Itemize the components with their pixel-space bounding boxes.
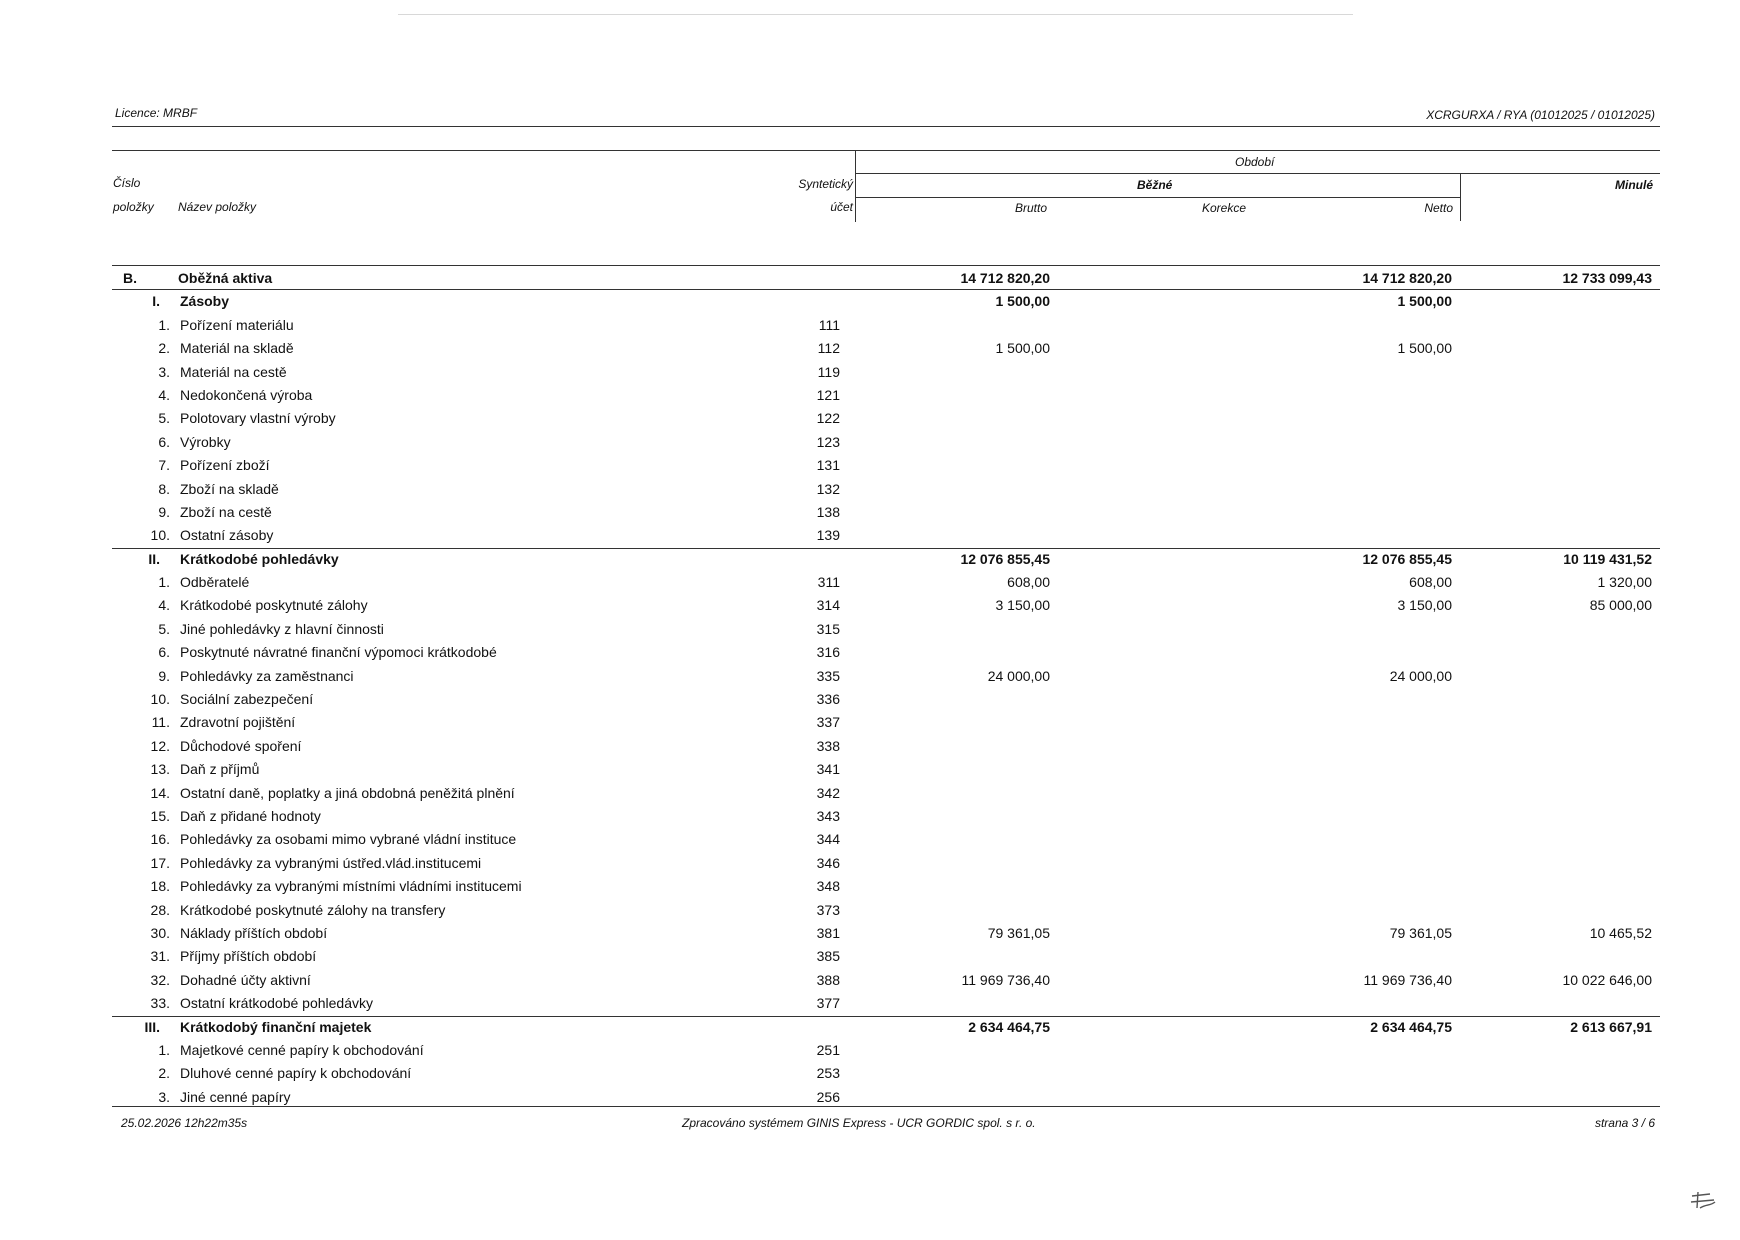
table-row <box>0 852 1740 875</box>
row-account: 112 <box>817 340 840 357</box>
table-row <box>0 922 1740 945</box>
row-account: 338 <box>816 737 840 754</box>
row-minule: 10 022 646,00 <box>1562 971 1652 988</box>
row-minule: 10 465,52 <box>1589 924 1652 941</box>
row-name: Ostatní daně, poplatky a jiná obdobná peněžitá plnění <box>180 784 515 801</box>
row-number: 8. <box>158 480 170 497</box>
table-row <box>0 875 1740 898</box>
row-number: 18. <box>150 878 170 895</box>
col-obdobi: Období <box>1235 155 1275 169</box>
row-account: 377 <box>816 995 840 1012</box>
table-row <box>0 1062 1740 1085</box>
row-number: 6. <box>158 433 170 450</box>
row-minule: 85 000,00 <box>1589 597 1652 614</box>
row-number: 2. <box>158 340 170 357</box>
row-number: 13. <box>150 761 170 778</box>
row-netto: 24 000,00 <box>1389 667 1452 684</box>
table-row <box>0 267 1740 290</box>
row-account: 337 <box>816 714 840 731</box>
row-number: 30. <box>150 924 170 941</box>
balance-table <box>0 267 1740 1109</box>
row-name: Jiné cenné papíry <box>180 1088 291 1105</box>
table-row <box>0 688 1740 711</box>
row-account: 314 <box>816 597 840 614</box>
table-row <box>0 992 1740 1015</box>
row-account: 119 <box>817 363 840 380</box>
row-name: Výrobky <box>180 433 231 450</box>
row-account: 385 <box>816 948 840 965</box>
table-row <box>0 665 1740 688</box>
row-number: B. <box>123 270 137 286</box>
row-brutto: 14 712 820,20 <box>960 270 1050 286</box>
row-name: Daň z přidané hodnoty <box>180 807 321 824</box>
row-brutto: 1 500,00 <box>995 340 1050 357</box>
row-number: 3. <box>158 363 170 380</box>
table-row <box>0 524 1740 547</box>
row-number: 11. <box>151 714 170 731</box>
row-account: 132 <box>816 480 840 497</box>
table-row <box>0 501 1740 524</box>
row-account: 138 <box>816 503 840 520</box>
header-upper-rule <box>112 150 1660 151</box>
row-number: 6. <box>158 644 170 661</box>
row-number: 28. <box>150 901 170 918</box>
row-number: 2. <box>158 1065 170 1082</box>
row-account: 256 <box>816 1088 840 1105</box>
row-netto: 12 076 855,45 <box>1362 550 1452 567</box>
row-number: 12. <box>150 737 170 754</box>
row-name: Zdravotní pojištění <box>180 714 296 731</box>
table-row <box>0 828 1740 851</box>
row-name: Pořízení zboží <box>180 457 270 474</box>
table-row <box>0 384 1740 407</box>
row-account: 316 <box>816 644 840 661</box>
row-name: Příjmy příštích období <box>180 948 317 965</box>
table-row <box>0 478 1740 501</box>
table-row <box>0 594 1740 617</box>
row-number: 4. <box>158 597 170 614</box>
row-name: Majetkové cenné papíry k obchodování <box>180 1041 424 1058</box>
row-netto: 2 634 464,75 <box>1370 1018 1452 1035</box>
row-account: 111 <box>818 316 840 333</box>
row-account: 315 <box>816 620 840 637</box>
col-synteticky: Syntetický <box>798 177 853 191</box>
row-name: Dohadné účty aktivní <box>180 971 311 988</box>
row-number: 1. <box>158 316 170 333</box>
col-ucet: účet <box>830 200 853 214</box>
row-name: Polotovary vlastní výroby <box>180 410 336 427</box>
row-number: II. <box>148 550 160 567</box>
row-account: 348 <box>816 878 840 895</box>
col-minule: Minulé <box>1615 178 1653 192</box>
row-brutto: 608,00 <box>1007 574 1050 591</box>
row-account: 335 <box>816 667 840 684</box>
row-minule: 1 320,00 <box>1597 574 1652 591</box>
row-account: 388 <box>816 971 840 988</box>
row-number: 5. <box>158 620 170 637</box>
table-row <box>0 1016 1740 1039</box>
row-number: 31. <box>150 948 170 965</box>
table-row <box>0 337 1740 360</box>
row-number: 10. <box>150 691 170 708</box>
row-account: 373 <box>816 901 840 918</box>
row-name: Jiné pohledávky z hlavní činnosti <box>180 620 384 637</box>
table-row <box>0 641 1740 664</box>
table-row <box>0 969 1740 992</box>
row-number: 3. <box>158 1088 170 1105</box>
row-brutto: 12 076 855,45 <box>960 550 1050 567</box>
table-row <box>0 1039 1740 1062</box>
table-row <box>0 548 1740 571</box>
table-row <box>0 431 1740 454</box>
row-account: 123 <box>816 433 840 450</box>
initials-mark <box>1688 1190 1718 1212</box>
row-name: Daň z příjmů <box>180 761 260 778</box>
header-divider-main <box>855 150 856 222</box>
row-brutto: 11 969 736,40 <box>961 971 1050 988</box>
col-korekce: Korekce <box>1202 201 1247 215</box>
row-account: 139 <box>816 527 840 544</box>
row-name: Odběratelé <box>180 574 250 591</box>
footer-page: strana 3 / 6 <box>1594 1116 1655 1130</box>
col-cislo: Číslo <box>113 176 141 190</box>
row-brutto: 2 634 464,75 <box>968 1018 1050 1035</box>
row-name: Pohledávky za vybranými ústřed.vlád.institucemi <box>180 854 482 871</box>
row-number: 9. <box>158 667 170 684</box>
row-netto: 79 361,05 <box>1389 924 1452 941</box>
license-label: Licence: MRBF <box>115 106 198 120</box>
row-number: 15. <box>150 807 170 824</box>
row-account: 342 <box>816 784 840 801</box>
row-account: 251 <box>816 1041 840 1058</box>
scan-top-line <box>398 14 1353 15</box>
row-account: 343 <box>816 807 840 824</box>
row-name: Ostatní krátkodobé pohledávky <box>180 995 374 1012</box>
row-name: Pohledávky za vybranými místními vládními institucemi <box>180 878 522 895</box>
row-number: 16. <box>150 831 170 848</box>
row-netto: 11 969 736,40 <box>1363 971 1452 988</box>
col-netto: Netto <box>1424 201 1453 215</box>
row-number: 1. <box>158 1041 170 1058</box>
row-name: Pohledávky za osobami mimo vybrané vládní instituce <box>180 831 517 848</box>
col-bezne: Běžné <box>1137 178 1173 192</box>
table-row <box>0 454 1740 477</box>
row-number: 14. <box>150 784 170 801</box>
table-row <box>0 618 1740 641</box>
bezne-rule <box>855 197 1460 198</box>
row-minule: 2 613 667,91 <box>1570 1018 1652 1035</box>
table-row <box>0 899 1740 922</box>
row-name: Pořízení materiálu <box>180 316 294 333</box>
row-name: Zboží na cestě <box>180 503 272 520</box>
row-name: Materiál na skladě <box>180 340 294 357</box>
table-row <box>0 571 1740 594</box>
row-account: 336 <box>816 691 840 708</box>
footer-rule <box>112 1106 1660 1107</box>
row-account: 344 <box>816 831 840 848</box>
header-top-rule <box>112 126 1660 127</box>
col-polozky: položky <box>113 200 154 214</box>
row-name: Zboží na skladě <box>180 480 279 497</box>
row-number: I. <box>152 293 160 310</box>
row-name: Zásoby <box>180 293 230 310</box>
row-name: Důchodové spoření <box>180 737 302 754</box>
table-top-rule <box>112 265 1660 266</box>
report-id: XCRGURXA / RYA (01012025 / 01012025) <box>1426 108 1655 122</box>
row-netto: 14 712 820,20 <box>1362 270 1452 286</box>
row-minule: 10 119 431,52 <box>1563 550 1652 567</box>
row-netto: 3 150,00 <box>1397 597 1452 614</box>
row-name: Oběžná aktiva <box>178 270 273 286</box>
row-name: Krátkodobé poskytnuté zálohy na transfery <box>180 901 446 918</box>
row-name: Krátkodobé pohledávky <box>180 550 339 567</box>
footer-timestamp: 25.02.2026 12h22m35s <box>121 1116 248 1130</box>
row-account: 131 <box>816 457 840 474</box>
row-number: 32. <box>150 971 170 988</box>
table-row <box>0 945 1740 968</box>
row-number: 4. <box>158 386 170 403</box>
col-brutto: Brutto <box>1015 201 1048 215</box>
table-row <box>0 782 1740 805</box>
row-name: Ostatní zásoby <box>180 527 274 544</box>
row-brutto: 79 361,05 <box>987 924 1050 941</box>
row-account: 346 <box>816 854 840 871</box>
row-number: 5. <box>158 410 170 427</box>
row-number: III. <box>144 1018 160 1035</box>
row-name: Pohledávky za zaměstnanci <box>180 667 354 684</box>
row-name: Materiál na cestě <box>180 363 287 380</box>
row-number: 1. <box>158 574 170 591</box>
row-account: 381 <box>816 924 840 941</box>
row-name: Sociální zabezpečení <box>180 691 314 708</box>
table-row <box>0 361 1740 384</box>
row-name: Krátkodobý finanční majetek <box>180 1018 372 1035</box>
table-row <box>0 805 1740 828</box>
table-row <box>0 758 1740 781</box>
row-brutto: 3 150,00 <box>995 597 1050 614</box>
row-brutto: 24 000,00 <box>987 667 1050 684</box>
col-nazev: Název položky <box>178 200 257 214</box>
row-number: 10. <box>150 527 170 544</box>
row-name: Krátkodobé poskytnuté zálohy <box>180 597 368 614</box>
row-number: 33. <box>150 995 170 1012</box>
row-account: 311 <box>817 574 840 591</box>
header-divider-minule <box>1460 173 1461 221</box>
row-name: Poskytnuté návratné finanční výpomoci krátkodobé <box>180 644 497 661</box>
row-minule: 12 733 099,43 <box>1562 270 1652 286</box>
table-row <box>0 711 1740 734</box>
row-name: Dluhové cenné papíry k obchodování <box>180 1065 412 1082</box>
row-netto: 1 500,00 <box>1397 293 1452 310</box>
row-number: 9. <box>158 503 170 520</box>
row-account: 341 <box>816 761 840 778</box>
row-name: Náklady příštích období <box>180 924 328 941</box>
row-account: 253 <box>816 1065 840 1082</box>
table-row <box>0 735 1740 758</box>
obdobi-rule <box>855 173 1660 174</box>
table-row <box>0 407 1740 430</box>
row-brutto: 1 500,00 <box>995 293 1050 310</box>
row-netto: 608,00 <box>1409 574 1452 591</box>
row-account: 121 <box>816 386 840 403</box>
footer-system: Zpracováno systémem GINIS Express - UCR GORDIC spol. s r. o. <box>682 1116 1036 1130</box>
row-netto: 1 500,00 <box>1397 340 1452 357</box>
row-number: 7. <box>158 457 170 474</box>
row-account: 122 <box>816 410 840 427</box>
table-row <box>0 290 1740 313</box>
table-row <box>0 314 1740 337</box>
row-number: 17. <box>150 854 170 871</box>
row-name: Nedokončená výroba <box>180 386 313 403</box>
